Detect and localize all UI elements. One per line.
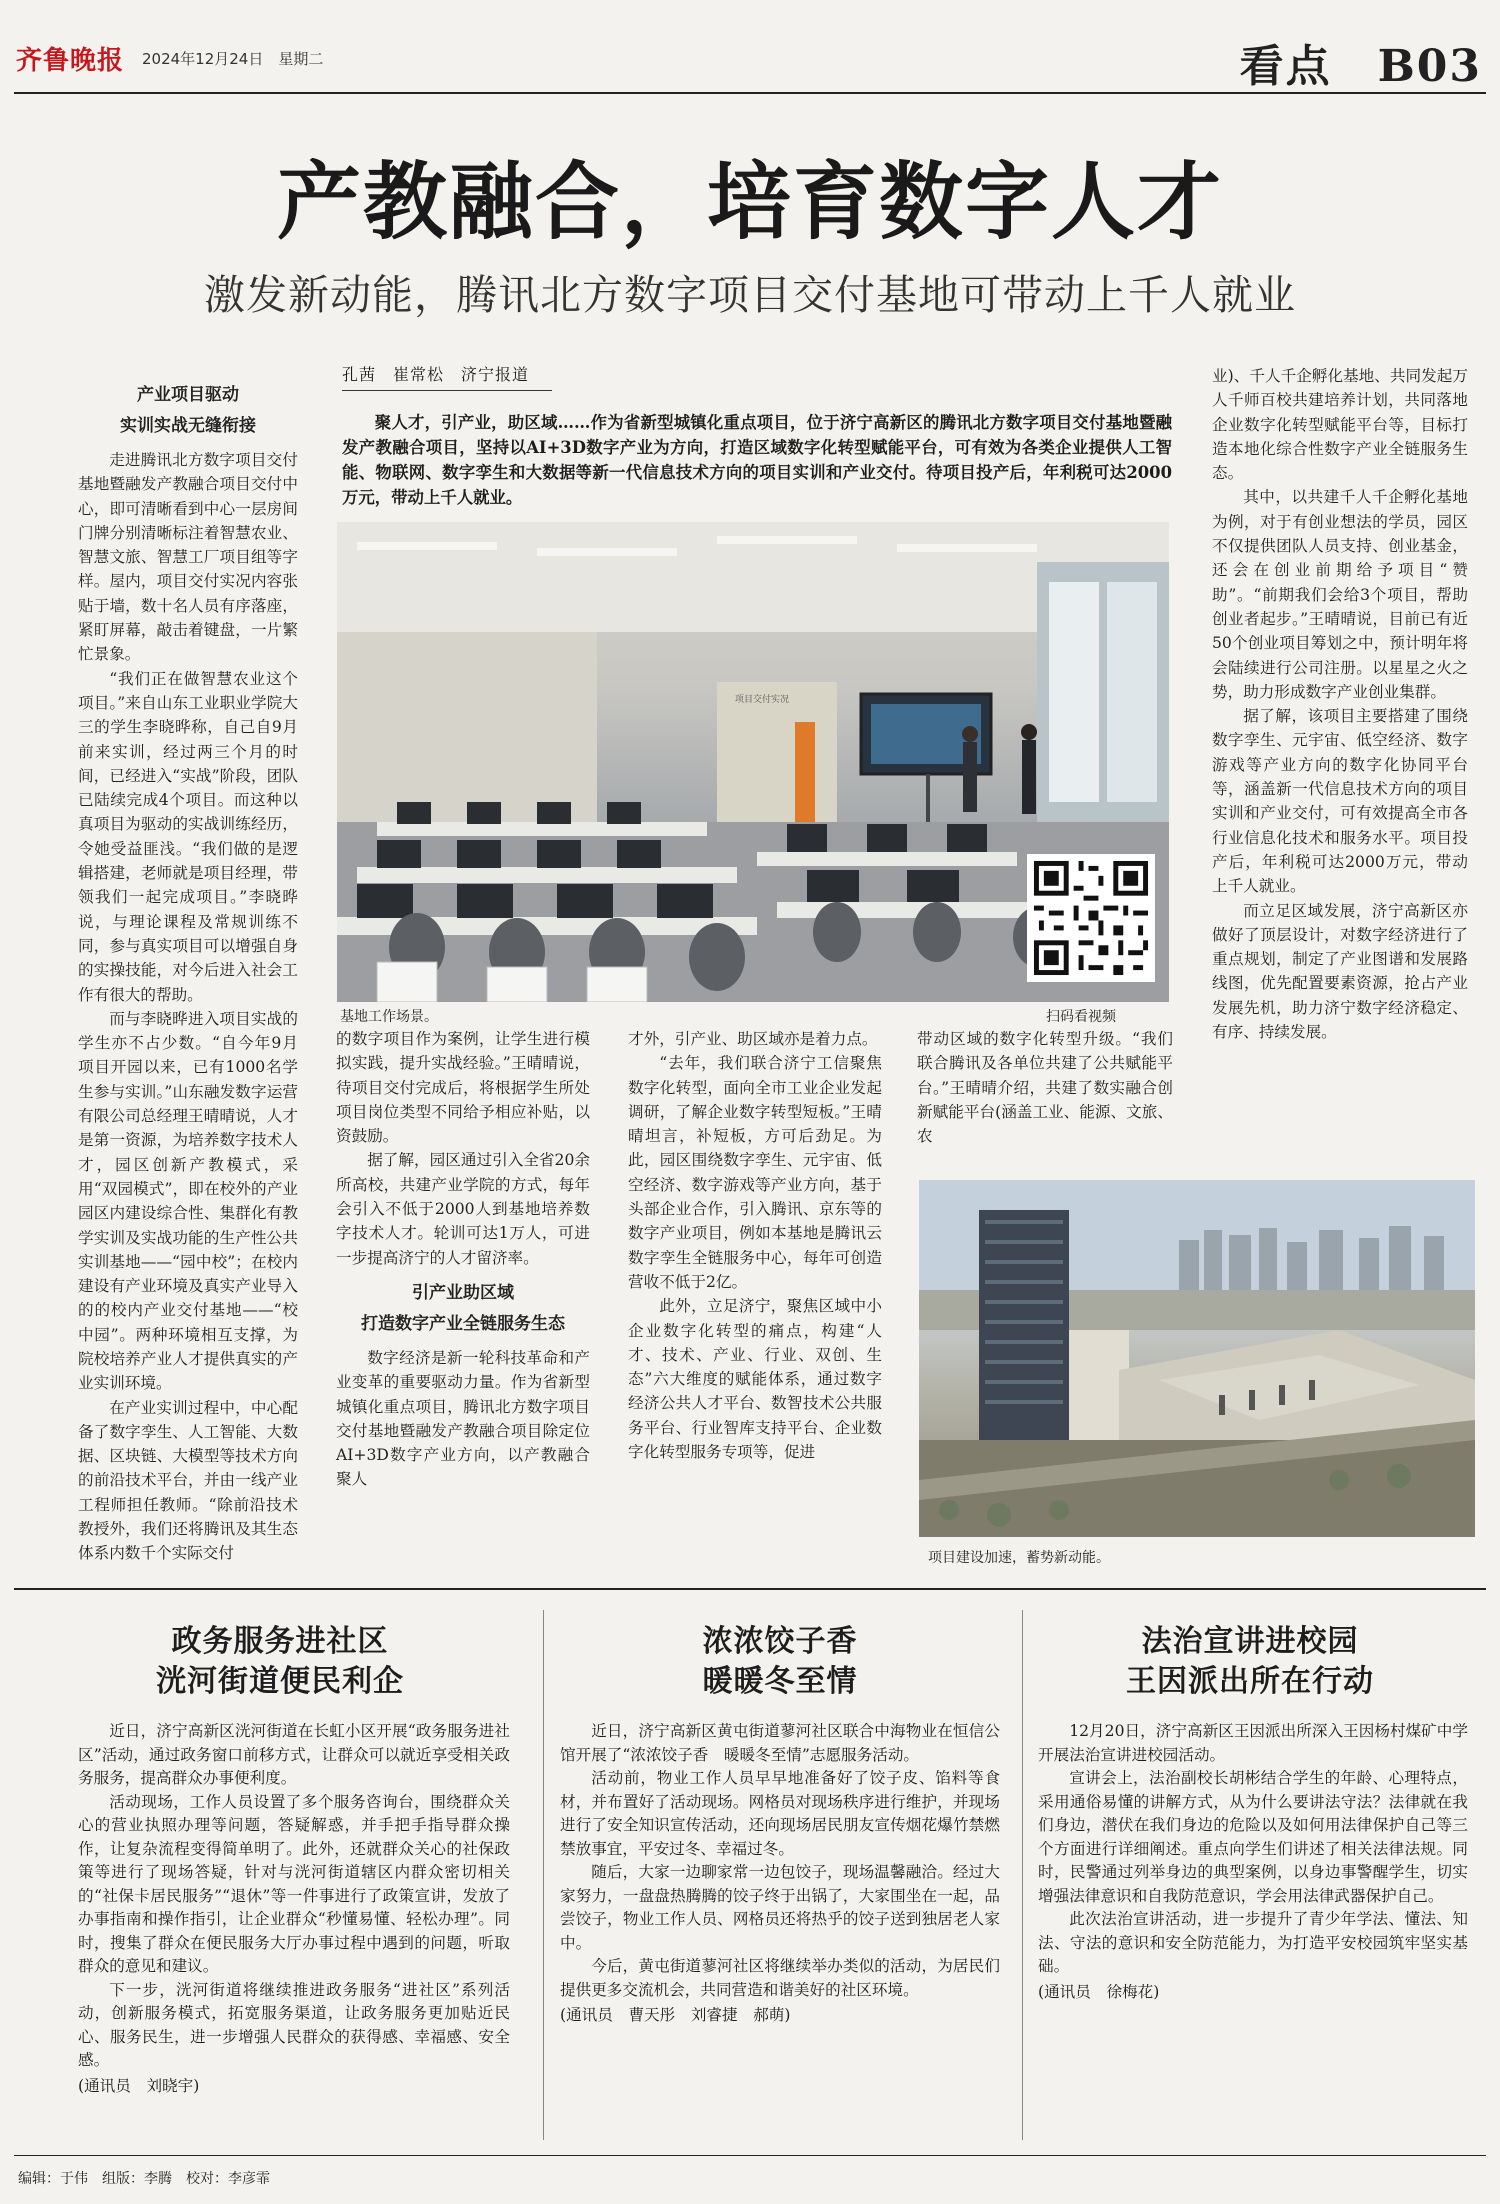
paragraph: 业)、千人千企孵化基地、共同发起万人千师百校共建培养计划，共同落地企业数字化转型赋能平台等，目标打造本地化综合性数字产业全链服务生态。 [1212, 367, 1468, 483]
paragraph: “去年，我们联合济宁工信聚焦数字化转型，面向全市工业企业发起调研，了解企业数字转型短板。”王晴晴坦言，补短板，方可后劲足。为此，园区围绕数字孪生、元宇宙、低空经济、数字游戏等产业方向，基于头部企业合作，引入腾讯、京东等的数字产业项目，例如本基地是腾讯云数字孪生全链服务中心，每年可创造营收不低于2亿。 [628, 1054, 882, 1291]
article-column-2 [336, 1027, 590, 1492]
lead-paragraph: 聚人才，引产业，助区域……作为省新型城镇化重点项目，位于济宁高新区的腾讯北方数字项目交付基地暨融发产教融合项目，坚持以AI+3D数字产业为方向，打造区域数字化转型赋能平台，可有效为各类企业提供人工智能、物联网、数字孪生和大数据等新一代信息技术方向的项目实训和产业交付。待项目投产后，年利税可达2000万元，带动上千人就业。 [342, 413, 1172, 507]
byline: 孔茜 崔常松 济宁报道 [342, 365, 530, 384]
qr-code-icon[interactable] [1027, 854, 1155, 982]
paragraph: 据了解，该项目主要搭建了围绕数字孪生、元宇宙、低空经济、数字游戏等产业方向的数字化协同平台等，涵盖新一代信息技术方向的项目实训和产业交付，可有效提高全市各行业信息化技术和服务水平。项目投产后，年利税可达2000万元，带动上千人就业。 [1212, 707, 1468, 896]
paragraph: 而与李晓晔进入项目实战的学生亦不占少数。“自今年9月项目开园以来，已有1000名学生参与实训。”山东融发数字运营有限公司总经理王晴晴说，人才是第一资源，为培养数字技术人才，园区创新产教模式，采用“双园模式”，即在校外的产业园区内建设综合性、集群化有教学实训及实战功能的生产性公共实训基地——“园中校”；在校内建设有产业环境及真实产业导入的的校内产业交付基地——“校中园”。两种环境相互支撑，为院校培养产业人才提供真实的产业实训环境。 [78, 1009, 298, 1393]
section-subtitle: 实训实战无缝衔接 [120, 416, 256, 436]
article-column-4 [917, 1027, 1173, 1148]
office-photo [337, 522, 1169, 1002]
headline: 产教融合，培育数字人才 [276, 152, 1223, 251]
credit: (通讯员 曹天彤 刘睿捷 郝萌) [560, 2006, 791, 2024]
paragraph: 据了解，园区通过引入全省20余所高校，共建产业学院的方式，每年会引入不低于2000人到基地培养数字技术人才。轮训可达1万人，可进一步提高济宁的人才留济率。 [336, 1151, 590, 1267]
paragraph: 在产业实训过程中，中心配备了数字孪生、人工智能、大数据、区块链、大模型等技术方向的前沿技术平台，并由一线产业工程师担任教师。“除前沿技术教授外，我们还将腾讯及其生态体系内数千个实际交付 [78, 1398, 298, 1563]
footer-rule [14, 2155, 1486, 2156]
brief-title: 政务服务进社区 洸河街道便民利企 [156, 1624, 404, 1699]
subheadline: 激发新动能，腾讯北方数字项目交付基地可带动上千人就业 [204, 271, 1296, 319]
issue-date: 2024年12月24日 星期二 [142, 50, 324, 68]
top-rule [14, 92, 1486, 94]
credit: (通讯员 刘晓宇) [78, 2076, 200, 2095]
credit: (通讯员 徐梅花) [1038, 1982, 1160, 2001]
building-photo [919, 1180, 1475, 1537]
paragraph: 走进腾讯北方数字项目交付基地暨融发产教融合项目交付中心，即可清晰看到中心一层房间门牌分别清晰标注着智慧农业、智慧文旅、智慧工厂项目组等字样。屋内，项目交付实况内容张贴于墙，数十名人员有序落座，紧盯屏幕，敲击着键盘，一片繁忙景象。 [78, 451, 298, 664]
section-label: 看点 B03 [1239, 41, 1482, 92]
wall-sign-text: 项目交付实况 [735, 695, 790, 705]
section-subtitle: 打造数字产业全链服务生态 [361, 1313, 565, 1334]
article-column-3 [628, 1027, 882, 1464]
paragraph: 其中，以共建千人千企孵化基地为例，对于有创业想法的学员，园区不仅提供团队人员支持、创业基金，还会在创业前期给予项目“赞助”。“前期我们会给3个项目，帮助创业者起步。”王晴晴说，目前已有近50个创业项目筹划之中，预计明年将会陆续进行公司注册。以星星之火之势，助力形成数字产业创业集群。 [1212, 488, 1468, 701]
building-scene [919, 1180, 1475, 1537]
paragraph: 数字经济是新一轮科技革命和产业变革的重要驱动力量。作为省新型城镇化重点项目，腾讯北方数字项目交付基地暨融发产教融合项目除定位AI+3D数字产业方向，以产教融合聚人 [336, 1348, 590, 1489]
brief-body: 12月20日，济宁高新区王因派出所深入王因杨村煤矿中学开展法治宣讲进校园活动。 宣讲会上，法治副校长胡彬结合学生的年龄、心理特点，采用通俗易懂的讲解方式，从为什么要讲法守法？法律就在我们身边，潜伏在我们身边的危险以及如何用法律保护自己等三个方面进行详细阐述。重点向学生们讲述了相关法律法规。同时，民警通过列举身边的典型案例，以身边事警醒学生，切实增强法律意识和自我防范意识，学会用法律武器保护自己。 此次法治宣讲活动，进一步提升了青少年学法、懂法、知法、守法的意识和安全防范能力，为打造平安校园筑牢坚实基础。 (通讯员 徐梅花) [1038, 1720, 1468, 2004]
masthead [14, 30, 1486, 92]
paragraph: “我们正在做智慧农业这个项目。”来自山东工业职业学院大三的学生李晓晔称，自己自9月前来实训，经过两三个月的时间，已经进入“实战”阶段，团队已陆续完成4个项目。而这种以真项目为驱动的实战训练经历，令她受益匪浅。“我们做的是逻辑搭建，老师就是项目经理，带领我们一起完成项目。”李晓晔说，与理论课程及常规训练不同，参与真实项目可以增强自身的实操技能，对今后进入社会工作有很大的帮助。 [78, 669, 298, 1004]
photo-caption: 基地工作场景。 [340, 1009, 438, 1025]
section-subtitle: 引产业助区域 [412, 1282, 514, 1303]
paragraph: 的数字项目作为案例，让学生进行模拟实践，提升实战经验。”王晴晴说，待项目交付完成后，将根据学生所处项目岗位类型不同给予相应补贴，以资鼓励。 [336, 1030, 590, 1146]
byline-rule [342, 390, 552, 391]
section-subtitle: 产业项目驱动 [137, 385, 239, 405]
qr-caption: 扫码看视频 [1046, 1009, 1116, 1025]
paragraph: 才外，引产业、助区域亦是着力点。 [628, 1030, 878, 1048]
paragraph: 而立足区域发展，济宁高新区亦做好了顶层设计，对数字经济进行了重点规划，制定了产业图谱和发展路线图，优先配置要素资源，抢占产业发展先机，助力济宁数字经济稳定、有序、持续发展。 [1212, 901, 1468, 1042]
paragraph: 带动区域的数字化转型升级。“我们联合腾讯及各单位共建了公共赋能平台。”王晴晴介绍，共建了数实融合创新赋能平台(涵盖工业、能源、文旅、农 [917, 1030, 1173, 1146]
article-column-5 [1212, 364, 1468, 1044]
brief-body: 近日，济宁高新区洸河街道在长虹小区开展“政务服务进社区”活动，通过政务窗口前移方式，让群众可以就近享受相关政务服务，提高群众办事便利度。 活动现场，工作人员设置了多个服务咨询台，围绕群众关心的营业执照办理等问题，答疑解惑，并手把手指导群众操作，让复杂流程变得简单明了。此外，还就群众关心的社保政策等进行了现场答疑，针对与洸河街道辖区内群众密切相关的“社保卡居民服务”“退休”等一件事进行了政策宣讲，发放了办事指南和操作指引，让企业群众“秒懂易懂、轻松办理”。同时，搜集了群众在便民服务大厅办事过程中遇到的问题，听取群众的意见和建议。 下一步，洸河街道将继续推进政务服务“进社区”系列活动，创新服务模式，拓宽服务渠道，让政务服务更加贴近民心、服务民生，进一步增强人民群众的获得感、幸福感、安全感。 (通讯员 刘晓宇) [78, 1720, 510, 2098]
section-divider [14, 1588, 1486, 1590]
paragraph: 此外，立足济宁，聚焦区域中小企业数字化转型的痛点，构建“人才、技术、产业、行业、双创、生态”六大维度的赋能体系，通过数字经济公共人才平台、数智技术公共服务平台、行业智库支持平台、企业数字化转型服务专项等，促进 [628, 1297, 882, 1462]
column-divider [543, 1610, 544, 2140]
brief-title: 浓浓饺子香 暖暖冬至情 [702, 1624, 858, 1699]
editor-credits: 编辑：于伟 组版：李腾 校对：李彦霏 [18, 2171, 270, 2187]
brief-title: 法治宣讲进校园 王因派出所在行动 [1126, 1624, 1374, 1699]
newspaper-logo: 齐鲁晚报 [16, 46, 125, 76]
photo-caption: 项目建设加速，蓄势新动能。 [928, 1550, 1110, 1566]
article-column-1 [78, 380, 298, 1566]
qr-code-pattern [1029, 856, 1153, 980]
column-divider [1022, 1610, 1023, 2140]
brief-body: 近日，济宁高新区黄屯街道蓼河社区联合中海物业在恒信公馆开展了“浓浓饺子香 暖暖冬至情”志愿服务活动。 活动前，物业工作人员早早地准备好了饺子皮、馅料等食材，并布置好了活动现场。网格员对现场秩序进行维护，并现场进行了安全知识宣传活动，还向现场居民朋友宣传烟花爆竹禁燃禁放事宜，平安过冬、幸福过冬。 随后，大家一边聊家常一边包饺子，现场温馨融洽。经过大家努力，一盘盘热腾腾的饺子终于出锅了，大家围坐在一起，品尝饺子，物业工作人员、网格员还将热乎的饺子送到独居老人家中。 今后，黄屯街道蓼河社区将继续举办类似的活动，为居民们提供更多交流机会，共同营造和谐美好的社区环境。 (通讯员 曹天彤 刘睿捷 郝萌) [560, 1720, 1000, 2028]
